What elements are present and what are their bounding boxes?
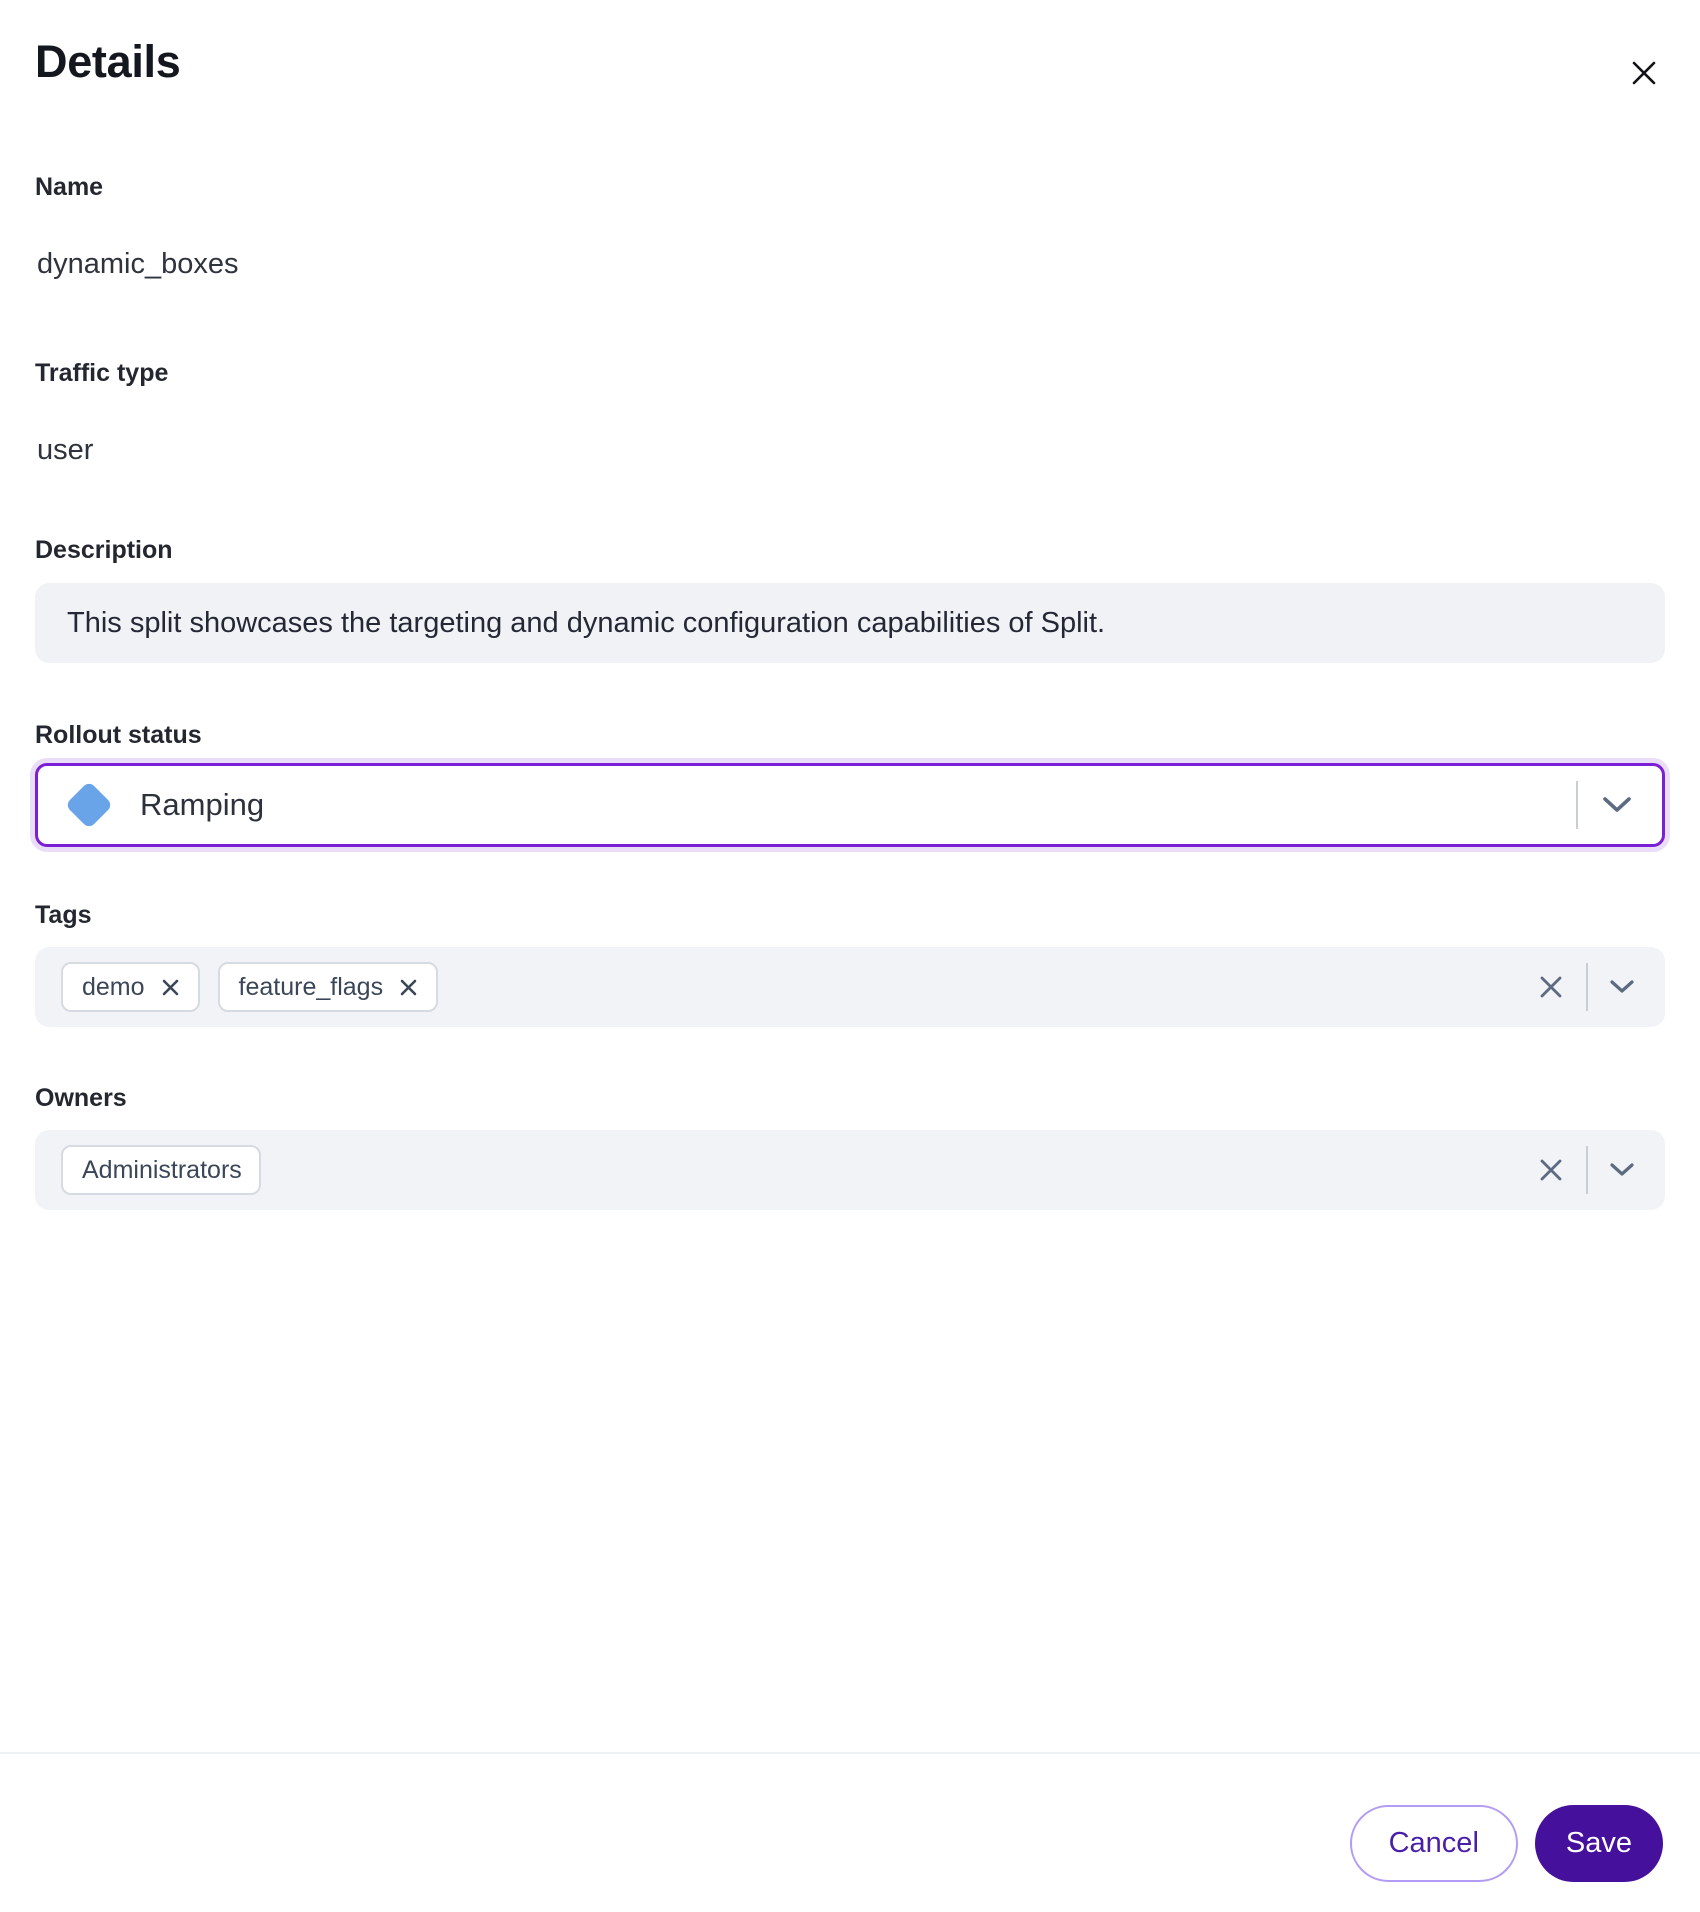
name-field	[35, 172, 1665, 282]
tags-divider	[1586, 963, 1588, 1011]
save-button[interactable]: Save	[1535, 1805, 1663, 1882]
owners-field	[35, 1083, 1665, 1210]
owner-chip-label: Administrators	[82, 1155, 242, 1184]
rollout-dropdown-button[interactable]	[1602, 796, 1632, 814]
traffic-type-label: Traffic type	[35, 359, 169, 387]
tag-chip-label: feature_flags	[238, 972, 384, 1001]
clear-tags-button[interactable]	[1537, 973, 1565, 1001]
clear-icon	[1537, 989, 1565, 1004]
owner-chip	[61, 1145, 261, 1195]
tags-label: Tags	[35, 901, 92, 929]
select-divider	[1576, 781, 1578, 829]
tag-chip	[61, 962, 200, 1012]
remove-tag-button[interactable]	[398, 977, 419, 998]
tags-input[interactable]	[35, 947, 1665, 1027]
owners-divider	[1586, 1146, 1588, 1194]
clear-icon	[1537, 1172, 1565, 1187]
description-field	[35, 535, 1665, 663]
footer-bar	[0, 1752, 1700, 1912]
name-value: dynamic_boxes	[37, 248, 239, 280]
close-icon	[1627, 78, 1661, 93]
tags-field	[35, 900, 1665, 1027]
chevron-down-icon	[1609, 983, 1635, 998]
tags-controls	[1537, 963, 1639, 1011]
rollout-status-value: Ramping	[140, 787, 265, 822]
close-icon	[160, 986, 181, 1001]
remove-tag-button[interactable]	[160, 977, 181, 998]
page-title: Details	[35, 36, 181, 87]
description-label: Description	[35, 536, 173, 564]
tag-chip-label: demo	[82, 972, 145, 1001]
rollout-status-label: Rollout status	[35, 721, 202, 749]
tag-chip	[218, 962, 439, 1012]
close-icon	[398, 986, 419, 1001]
traffic-type-field	[35, 358, 1665, 468]
tags-dropdown-button[interactable]	[1609, 979, 1635, 995]
rollout-status-field	[35, 720, 1665, 847]
clear-owners-button[interactable]	[1537, 1156, 1565, 1184]
chevron-down-icon	[1609, 1166, 1635, 1181]
close-button[interactable]	[1627, 56, 1661, 90]
name-label: Name	[35, 173, 104, 201]
chevron-down-icon	[1602, 802, 1632, 817]
owners-input[interactable]	[35, 1130, 1665, 1210]
rollout-status-select[interactable]	[35, 763, 1665, 847]
traffic-type-value: user	[37, 434, 94, 466]
owners-label: Owners	[35, 1084, 127, 1112]
status-diamond-icon	[65, 781, 113, 829]
description-input[interactable]: This split showcases the targeting and dynamic configuration capabilities of Split.	[35, 583, 1665, 663]
panel-header	[35, 36, 1665, 90]
cancel-button[interactable]: Cancel	[1350, 1805, 1518, 1882]
select-controls	[1576, 781, 1640, 829]
owners-controls	[1537, 1146, 1639, 1194]
owners-dropdown-button[interactable]	[1609, 1162, 1635, 1178]
